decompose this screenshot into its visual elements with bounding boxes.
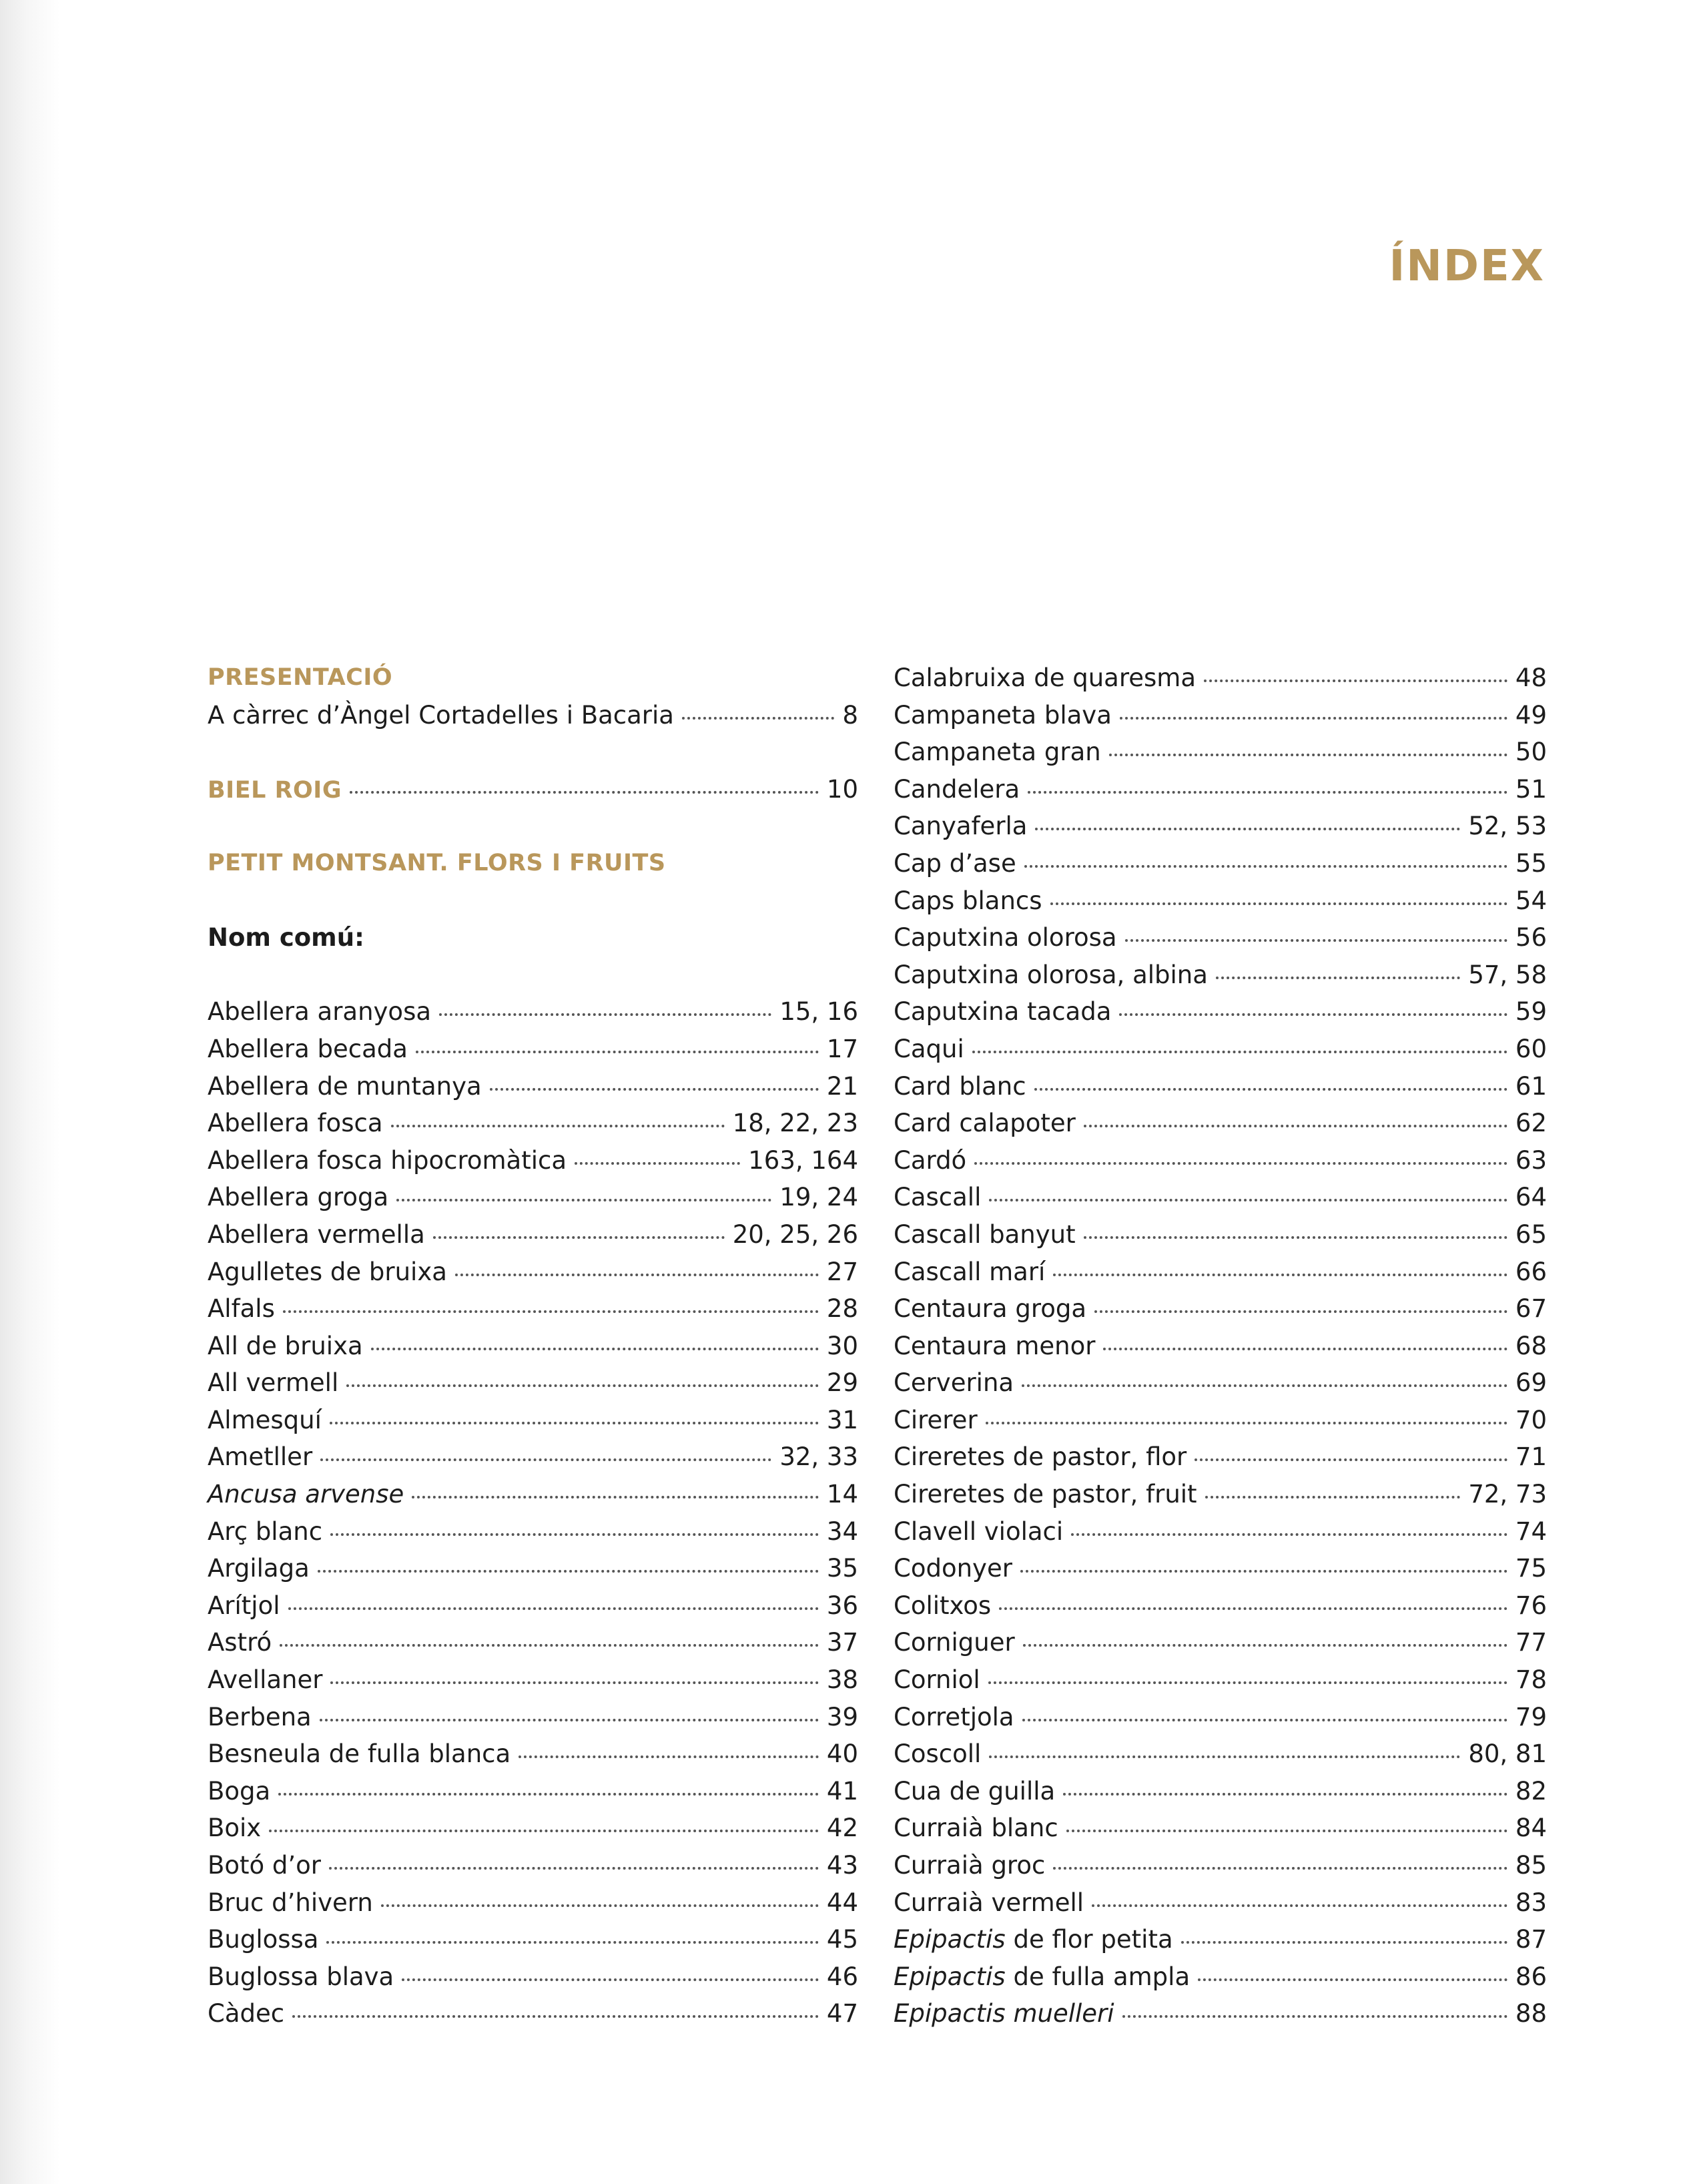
index-entry bbox=[208, 1661, 858, 1699]
entry-label: Clavell violaci bbox=[894, 1517, 1064, 1546]
index-entry bbox=[208, 1921, 858, 1958]
entry-page: 36 bbox=[826, 1591, 858, 1620]
dot-leader bbox=[1022, 1719, 1507, 1721]
dot-leader bbox=[1204, 679, 1507, 682]
entry-page: 55 bbox=[1515, 848, 1547, 878]
entry-label: Arítjol bbox=[208, 1591, 280, 1620]
index-entry bbox=[894, 1254, 1547, 1291]
entry-page: 34 bbox=[826, 1517, 858, 1546]
entry-label: Avellaner bbox=[208, 1665, 323, 1695]
entry-page: 60 bbox=[1515, 1034, 1547, 1063]
dot-leader bbox=[1035, 828, 1460, 830]
entry-page: 62 bbox=[1515, 1109, 1547, 1138]
dot-leader bbox=[490, 1088, 819, 1091]
entry-label: Calabruixa de quaresma bbox=[894, 663, 1196, 692]
dot-leader bbox=[1022, 1384, 1507, 1387]
index-entry bbox=[894, 1773, 1547, 1810]
index-entry bbox=[894, 659, 1547, 697]
entry-label: Campaneta blava bbox=[894, 700, 1112, 730]
entry-label: Besneula de fulla blanca bbox=[208, 1739, 511, 1769]
entry-label: Curraià blanc bbox=[894, 1814, 1058, 1843]
index-entry bbox=[208, 1068, 858, 1105]
entry-label: Agulletes de bruixa bbox=[208, 1257, 447, 1286]
entry-label: Arç blanc bbox=[208, 1517, 323, 1546]
index-entry bbox=[894, 1438, 1547, 1476]
entry-page: 88 bbox=[1515, 1999, 1547, 2028]
entry-label-italic: Epipactis bbox=[894, 1925, 1006, 1954]
entry-page: 27 bbox=[826, 1257, 858, 1286]
index-entry bbox=[894, 1513, 1547, 1551]
entry-label: Càdec bbox=[208, 1999, 285, 2028]
index-entry bbox=[208, 1884, 858, 1922]
index-entry bbox=[894, 1476, 1547, 1513]
dot-leader bbox=[1216, 977, 1460, 979]
index-entry bbox=[894, 1699, 1547, 1736]
entry-page: 18, 22, 23 bbox=[732, 1109, 858, 1138]
entry-label: Campaneta gran bbox=[894, 738, 1101, 767]
entry-page: 85 bbox=[1515, 1851, 1547, 1880]
entry-label: Centaura menor bbox=[894, 1331, 1096, 1360]
dot-leader bbox=[1066, 1830, 1507, 1832]
dot-leader bbox=[1063, 1793, 1507, 1796]
entry-label: Ametller bbox=[208, 1442, 313, 1472]
entry-page: 66 bbox=[1515, 1257, 1547, 1286]
dot-leader bbox=[989, 1755, 1460, 1758]
entry-page: 57, 58 bbox=[1468, 960, 1547, 989]
subheading-nom-comu bbox=[208, 919, 858, 957]
index-entry bbox=[894, 1142, 1547, 1179]
entry-label: Cireretes de pastor, flor bbox=[894, 1442, 1187, 1472]
dot-leader bbox=[330, 1422, 819, 1424]
index-entry bbox=[894, 1068, 1547, 1105]
entry-label: Centaura groga bbox=[894, 1294, 1087, 1324]
index-entry bbox=[894, 957, 1547, 994]
entry-label: Astró bbox=[208, 1628, 272, 1657]
entry-page: 83 bbox=[1515, 1888, 1547, 1917]
dot-leader bbox=[1028, 791, 1507, 794]
index-entry bbox=[894, 1810, 1547, 1847]
dot-leader bbox=[416, 1051, 819, 1053]
entry-label bbox=[894, 1958, 1198, 1996]
entry-label: Cascall banyut bbox=[894, 1219, 1076, 1249]
entry-label-rest: de fulla ampla bbox=[1005, 1962, 1191, 1991]
dot-leader bbox=[1084, 1236, 1507, 1239]
entry-page: 45 bbox=[826, 1925, 858, 1954]
index-entry bbox=[894, 808, 1547, 845]
index-entry bbox=[208, 1105, 858, 1142]
dot-leader bbox=[330, 1681, 818, 1684]
dot-leader bbox=[1050, 902, 1507, 905]
subheading-label: Nom comú: bbox=[208, 923, 364, 952]
dot-leader bbox=[1094, 1310, 1507, 1313]
entry-label: Candelera bbox=[894, 774, 1020, 804]
section-heading-petit-montsant bbox=[208, 845, 858, 882]
entry-label bbox=[894, 1995, 1122, 2032]
index-entry bbox=[894, 1587, 1547, 1625]
entry-label: Cua de guilla bbox=[894, 1776, 1056, 1806]
dot-leader bbox=[1109, 754, 1507, 756]
dot-leader bbox=[986, 1422, 1507, 1424]
entry-page: 59 bbox=[1515, 997, 1547, 1027]
dot-leader bbox=[1053, 1274, 1507, 1276]
dot-leader bbox=[381, 1904, 819, 1907]
index-entry bbox=[894, 697, 1547, 734]
dot-leader bbox=[269, 1830, 819, 1832]
index-entry bbox=[208, 1624, 858, 1661]
entry-label: Card calapoter bbox=[894, 1109, 1076, 1138]
index-entry bbox=[208, 1550, 858, 1587]
dot-leader bbox=[283, 1310, 819, 1313]
entry-page: 40 bbox=[826, 1739, 858, 1769]
dot-leader bbox=[974, 1162, 1507, 1165]
dot-leader bbox=[575, 1162, 740, 1165]
dot-leader bbox=[1103, 1348, 1507, 1350]
index-entry bbox=[894, 1624, 1547, 1661]
entry-label: Boix bbox=[208, 1814, 262, 1843]
index-entry bbox=[894, 919, 1547, 957]
index-entry bbox=[208, 1438, 858, 1476]
entry-label: Abellera fosca bbox=[208, 1109, 383, 1138]
entry-page: 80, 81 bbox=[1468, 1739, 1547, 1769]
entry-page: 74 bbox=[1515, 1517, 1547, 1546]
entry-label: Abellera becada bbox=[208, 1034, 408, 1063]
index-entry bbox=[208, 1142, 858, 1179]
entry-page: 79 bbox=[1515, 1702, 1547, 1731]
entry-label: Cascall marí bbox=[894, 1257, 1046, 1286]
entry-label: A càrrec d’Àngel Cortadelles i Bacaria bbox=[208, 700, 674, 730]
dot-leader bbox=[391, 1125, 725, 1127]
index-entry bbox=[894, 734, 1547, 771]
entry-page: 37 bbox=[826, 1628, 858, 1657]
index-entry bbox=[894, 1958, 1547, 1996]
entry-page: 20, 25, 26 bbox=[732, 1219, 858, 1249]
entry-page: 67 bbox=[1515, 1294, 1547, 1324]
entry-page: 54 bbox=[1515, 886, 1547, 915]
entry-label: Buglossa blava bbox=[208, 1962, 394, 1991]
entry-page: 44 bbox=[826, 1888, 858, 1917]
index-entry bbox=[894, 1735, 1547, 1773]
entry-page: 46 bbox=[826, 1962, 858, 1991]
heading-petit-montsant: PETIT MONTSANT. FLORS I FRUITS bbox=[208, 849, 666, 876]
index-entry bbox=[894, 1550, 1547, 1587]
entry-label: Berbena bbox=[208, 1702, 312, 1731]
page-title: ÍNDEX bbox=[1389, 242, 1545, 291]
entry-label: Abellera aranyosa bbox=[208, 997, 432, 1027]
entry-page: 19, 24 bbox=[779, 1183, 858, 1212]
index-entry bbox=[894, 1328, 1547, 1365]
index-entry bbox=[208, 1290, 858, 1328]
entry-label: Curraià groc bbox=[894, 1851, 1046, 1880]
entry-label bbox=[208, 1476, 412, 1513]
entry-label: Corretjola bbox=[894, 1702, 1014, 1731]
dot-leader bbox=[371, 1348, 819, 1350]
entry-page: 49 bbox=[1515, 700, 1547, 730]
dot-leader bbox=[1034, 1088, 1507, 1091]
entry-page: 10 bbox=[826, 774, 858, 804]
index-list-right bbox=[894, 659, 1547, 2032]
index-entry bbox=[894, 1995, 1547, 2032]
index-entry bbox=[208, 1735, 858, 1773]
index-entry-biel-roig bbox=[208, 771, 858, 808]
index-entry bbox=[208, 1587, 858, 1625]
dot-leader bbox=[1053, 1867, 1507, 1870]
entry-page: 41 bbox=[826, 1776, 858, 1806]
dot-leader bbox=[278, 1793, 819, 1796]
entry-page: 75 bbox=[1515, 1554, 1547, 1583]
dot-leader bbox=[280, 1644, 819, 1647]
index-entry bbox=[894, 882, 1547, 920]
index-entry bbox=[894, 771, 1547, 808]
entry-label: Cap d’ase bbox=[894, 848, 1016, 878]
dot-leader bbox=[1195, 1458, 1507, 1461]
entry-page: 87 bbox=[1515, 1925, 1547, 1954]
index-entry bbox=[208, 1254, 858, 1291]
dot-leader bbox=[439, 1013, 771, 1016]
index-entry bbox=[894, 1847, 1547, 1884]
dot-leader bbox=[1122, 2015, 1507, 2018]
entry-page: 70 bbox=[1515, 1405, 1547, 1434]
entry-label: Abellera de muntanya bbox=[208, 1071, 482, 1101]
entry-page: 39 bbox=[826, 1702, 858, 1731]
entry-label: Colitxos bbox=[894, 1591, 992, 1620]
index-entry bbox=[208, 1958, 858, 1996]
entry-label-italic: Epipactis muelleri bbox=[894, 1999, 1114, 2028]
entry-page: 8 bbox=[842, 700, 858, 730]
entry-page: 68 bbox=[1515, 1331, 1547, 1360]
dot-leader bbox=[972, 1051, 1507, 1053]
dot-leader bbox=[988, 1681, 1507, 1684]
index-column-right bbox=[894, 659, 1547, 2032]
entry-page: 76 bbox=[1515, 1591, 1547, 1620]
entry-label: Buglossa bbox=[208, 1925, 319, 1954]
entry-page: 72, 73 bbox=[1468, 1480, 1547, 1509]
dot-leader bbox=[1092, 1904, 1507, 1907]
index-entry bbox=[894, 1179, 1547, 1216]
index-list-left bbox=[208, 993, 858, 2032]
dot-leader bbox=[1120, 717, 1507, 720]
heading-presentacio: PRESENTACIÓ bbox=[208, 664, 393, 691]
entry-label: Caputxina olorosa bbox=[894, 923, 1117, 952]
entry-label: Curraià vermell bbox=[894, 1888, 1084, 1917]
index-entry bbox=[208, 1179, 858, 1216]
dot-leader bbox=[292, 2015, 819, 2018]
entry-label: Cirerer bbox=[894, 1405, 978, 1434]
index-entry bbox=[208, 1328, 858, 1365]
entry-page: 30 bbox=[826, 1331, 858, 1360]
dot-leader bbox=[1071, 1533, 1507, 1536]
entry-label-rest: de flor petita bbox=[1005, 1925, 1173, 1954]
page-gutter-shadow bbox=[0, 0, 60, 2184]
entry-page: 21 bbox=[826, 1071, 858, 1101]
dot-leader bbox=[519, 1755, 819, 1758]
entry-label: All de bruixa bbox=[208, 1331, 363, 1360]
entry-page: 28 bbox=[826, 1294, 858, 1324]
entry-page: 17 bbox=[826, 1034, 858, 1063]
entry-page: 29 bbox=[826, 1368, 858, 1398]
entry-label: Canyaferla bbox=[894, 812, 1028, 841]
dot-leader bbox=[682, 717, 834, 720]
entry-label: Bruc d’hivern bbox=[208, 1888, 373, 1917]
index-entry bbox=[208, 1995, 858, 2032]
index-entry bbox=[208, 993, 858, 1031]
dot-leader bbox=[412, 1496, 819, 1498]
entry-label: Cascall bbox=[894, 1183, 982, 1212]
dot-leader bbox=[350, 791, 819, 794]
entry-page: 52, 53 bbox=[1468, 812, 1547, 841]
entry-label-italic: Epipactis bbox=[894, 1962, 1006, 1991]
entry-page: 56 bbox=[1515, 923, 1547, 952]
index-entry bbox=[894, 1661, 1547, 1699]
entry-page: 15, 16 bbox=[779, 997, 858, 1027]
entry-page: 63 bbox=[1515, 1145, 1547, 1175]
index-entry bbox=[894, 1402, 1547, 1439]
index-entry bbox=[208, 1810, 858, 1847]
entry-page: 32, 33 bbox=[779, 1442, 858, 1472]
entry-label: Caputxina olorosa, albina bbox=[894, 960, 1208, 989]
section-heading-presentacio bbox=[208, 659, 858, 697]
index-entry-presentacio bbox=[208, 697, 858, 734]
entry-label-italic: Ancusa arvense bbox=[208, 1480, 404, 1509]
index-entry bbox=[894, 1216, 1547, 1254]
index-entry bbox=[208, 1847, 858, 1884]
entry-label: All vermell bbox=[208, 1368, 339, 1398]
index-entry bbox=[208, 1402, 858, 1439]
entry-label: Argilaga bbox=[208, 1554, 310, 1583]
dot-leader bbox=[318, 1570, 819, 1573]
entry-page: 64 bbox=[1515, 1183, 1547, 1212]
entry-label: Abellera fosca hipocromàtica bbox=[208, 1145, 567, 1175]
index-entry bbox=[894, 993, 1547, 1031]
entry-page: 84 bbox=[1515, 1814, 1547, 1843]
index-entry bbox=[894, 1105, 1547, 1142]
heading-biel-roig: BIEL ROIG bbox=[208, 776, 342, 804]
entry-label: Caps blancs bbox=[894, 886, 1042, 915]
dot-leader bbox=[1023, 1644, 1507, 1647]
index-entry bbox=[208, 1773, 858, 1810]
dot-leader bbox=[1020, 1570, 1507, 1573]
entry-page: 61 bbox=[1515, 1071, 1547, 1101]
entry-label: Card blanc bbox=[894, 1071, 1026, 1101]
entry-page: 71 bbox=[1515, 1442, 1547, 1472]
entry-label: Almesquí bbox=[208, 1405, 322, 1434]
entry-page: 65 bbox=[1515, 1219, 1547, 1249]
entry-page: 69 bbox=[1515, 1368, 1547, 1398]
entry-label: Corniol bbox=[894, 1665, 980, 1695]
entry-page: 48 bbox=[1515, 663, 1547, 692]
entry-page: 47 bbox=[826, 1999, 858, 2028]
dot-leader bbox=[1181, 1941, 1507, 1944]
entry-label: Cireretes de pastor, fruit bbox=[894, 1480, 1197, 1509]
entry-page: 51 bbox=[1515, 774, 1547, 804]
entry-page: 42 bbox=[826, 1814, 858, 1843]
entry-label bbox=[894, 1921, 1181, 1958]
entry-page: 86 bbox=[1515, 1962, 1547, 1991]
dot-leader bbox=[989, 1199, 1507, 1201]
dot-leader bbox=[1198, 1978, 1507, 1981]
index-entry bbox=[208, 1216, 858, 1254]
entry-page: 50 bbox=[1515, 738, 1547, 767]
dot-leader bbox=[433, 1236, 725, 1239]
entry-label: Corniguer bbox=[894, 1628, 1015, 1657]
entry-page: 31 bbox=[826, 1405, 858, 1434]
index-column-left bbox=[208, 659, 858, 2032]
entry-label: Alfals bbox=[208, 1294, 275, 1324]
entry-label: Abellera groga bbox=[208, 1183, 389, 1212]
dot-leader bbox=[326, 1941, 818, 1944]
entry-page: 82 bbox=[1515, 1776, 1547, 1806]
dot-leader bbox=[288, 1607, 819, 1610]
index-entry bbox=[208, 1513, 858, 1551]
entry-page: 163, 164 bbox=[748, 1145, 858, 1175]
dot-leader bbox=[1084, 1125, 1507, 1127]
dot-leader bbox=[330, 1533, 819, 1536]
entry-label: Caqui bbox=[894, 1034, 964, 1063]
dot-leader bbox=[455, 1274, 819, 1276]
dot-leader bbox=[1119, 1013, 1507, 1016]
entry-page: 43 bbox=[826, 1851, 858, 1880]
entry-page: 35 bbox=[826, 1554, 858, 1583]
index-entry bbox=[208, 1476, 858, 1513]
entry-label: Abellera vermella bbox=[208, 1219, 425, 1249]
dot-leader bbox=[1205, 1496, 1461, 1498]
dot-leader bbox=[1024, 865, 1507, 868]
dot-leader bbox=[346, 1384, 819, 1387]
dot-leader bbox=[402, 1978, 819, 1981]
index-entry bbox=[208, 1699, 858, 1736]
entry-label: Codonyer bbox=[894, 1554, 1012, 1583]
entry-label: Cardó bbox=[894, 1145, 967, 1175]
entry-label: Botó d’or bbox=[208, 1851, 322, 1880]
entry-label: Coscoll bbox=[894, 1739, 982, 1769]
dot-leader bbox=[1125, 939, 1507, 942]
dot-leader bbox=[396, 1199, 771, 1201]
entry-page: 38 bbox=[826, 1665, 858, 1695]
entry-page: 77 bbox=[1515, 1628, 1547, 1657]
entry-label: Caputxina tacada bbox=[894, 997, 1112, 1027]
index-entry bbox=[894, 1884, 1547, 1922]
entry-page: 78 bbox=[1515, 1665, 1547, 1695]
index-entry bbox=[208, 1364, 858, 1402]
index-entry bbox=[894, 1290, 1547, 1328]
dot-leader bbox=[320, 1458, 771, 1461]
entry-label: Cerverina bbox=[894, 1368, 1014, 1398]
index-entry bbox=[894, 1921, 1547, 1958]
entry-page: 14 bbox=[826, 1480, 858, 1509]
index-entry bbox=[894, 1364, 1547, 1402]
index-entry bbox=[208, 1031, 858, 1068]
dot-leader bbox=[329, 1867, 819, 1870]
entry-label: Boga bbox=[208, 1776, 271, 1806]
dot-leader bbox=[999, 1607, 1507, 1610]
index-entry bbox=[894, 845, 1547, 882]
dot-leader bbox=[320, 1719, 819, 1721]
index-entry bbox=[894, 1031, 1547, 1068]
